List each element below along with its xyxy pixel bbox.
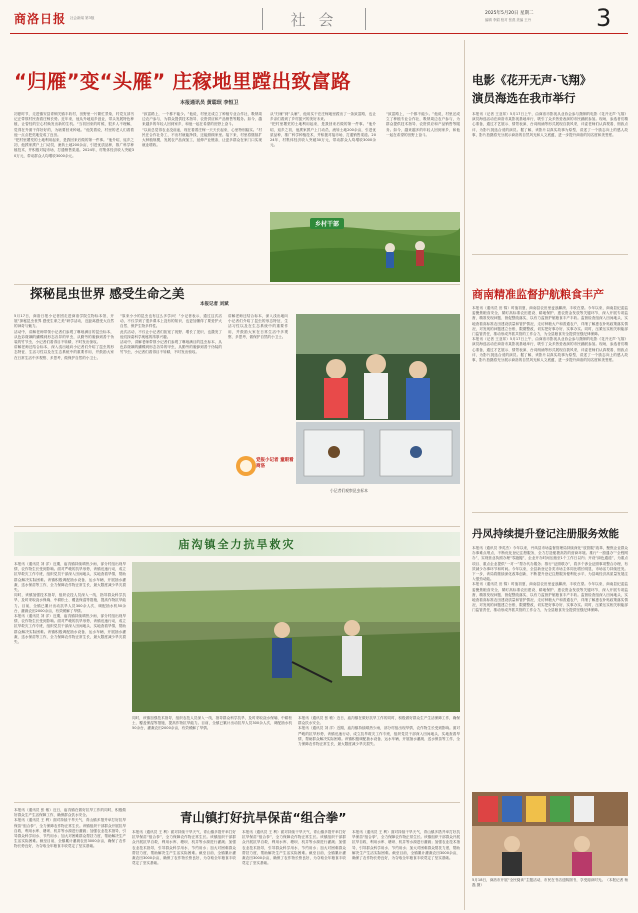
film-paragraph: 本报讯（记者 王亚邦）5月17日上午，由商洛市影视从业协会参与摄制的电影《花开无声·飞翔》演员海选活动在商洛市某影视基地举行，吸引了众多热爱表演的市民踊跃参加。现场，参选者们精心准备，通过才艺展示、情景表演、台词朗诵等形式展现自我风采，评委老师们认真观看、细致点评，为影片挑选合适的演员。据了解，该影片以真实故事为原型，讲述了一个励志向上的感人故事，影片拍摄将充分展示商洛的自然风光和人文底蕴，进一步提升商洛的知名度和美誉度。 (472, 112, 628, 137)
bookstore-photo-icon (472, 792, 628, 876)
qingshan-body-col2 (242, 830, 346, 908)
merchant-headline: 商南精准监督护航粮食丰产 (472, 288, 604, 301)
town-paragraph: 本报讯（通讯员 刘 洋）近期，庙沟镇持续晴热少雨，部分村组出现旱情，农作物生长受到影响。面对严峻的抗旱形势，该镇迅速行动，成立抗旱救灾工作专班，组织党员干部深入田间地头，实地查看旱情，帮助群众解决实际困难。该镇积极调配抽水设备、运水车辆，开展抽水灌溉、送水保苗等工作，全力保障农作物正常生长，最大限度减少旱灾损失。 (14, 562, 126, 593)
lead-paragraph: 从“归雁”到“头雁”，他用实干在庄稼地里蹚出了一条致富路，也让乡亲们看到了乡村振兴的美好未来。 (270, 112, 376, 122)
column-name: 社 会 (290, 10, 338, 29)
qingshan-body-col3 (352, 830, 460, 908)
qingshan-paragraph: 本报讯（通讯员 王 利）面对持续干旱天气，青山镇多措并举打好抗旱保苗“组合拳”，全力保障农作物正常生长。该镇组织干部群众开展抗旱自救，利用水库、塘坝、机井等水源进行灌溉；加强农业技术指导，引导群众科学用水、节约用水；加大对困难群众帮扶力度，帮助解决生产生活实际困难。截至目前，全镇累计灌溉农田3000余亩，确保了农作物长势良好，为夺取全年粮食丰收奠定了坚实基础。 (352, 830, 460, 861)
qingshan-paragraph: 本报讯（通讯员 王 利）面对持续干旱天气，青山镇多措并举打好抗旱保苗“组合拳”，全力保障农作物正常生长。该镇组织干部群众开展抗旱自救，利用水库、塘坝、机井等水源进行灌溉；加强农业技术指导，引导群众科学用水、节约用水；加大对困难群众帮扶力度，帮助解决生产生活实际困难。截至目前，全镇累计灌溉农田3000余亩，确保了农作物长势良好，为夺取全年粮食丰收奠定了坚实基础。 (242, 830, 346, 866)
town-photo (132, 562, 460, 712)
lead-body-col3 (270, 112, 376, 212)
insect-paragraph: 讲解老师还结合标本，深入浅出地向小记者们介绍了昆虫的形态特征、生活习性以及在生态系统中的重要作用，并鼓励大家在日常生活中多观察、多思考，做保护自然的小卫士。 (14, 345, 114, 360)
danfeng-paragraph: 本报讯（通讯员 田 锦）时值初夏，商南县农田里麦浪翻滚、丰收在望。今年以来，商南县纪委监委聚焦粮食安全，紧盯高标准农田建设、耕地保护、惠农资金发放等关键环节，深入开展专项监督，精准发现问题、督促整改落实，以有力监督护航粮食丰产丰收。监督检查组深入田间地头，实地查看高标准农田建设质量和管护情况，走访种粮大户和普通农户，详细了解惠农补贴政策落实情况，对发现的问题建立台账、限期整改，切实把好事办好、实事办实。同时，压紧压实相关职能部门监管责任，推动形成齐抓共管的工作合力，为全县粮食安全提供坚强纪律保障。 (472, 582, 628, 613)
insect-paragraph: 5月17日，商洛日报小记者团走进商洛学院生物标本馆，开展“探秘昆虫世界 感受生命之美”研学活动，近距离感受大自然的神奇与魅力。 (14, 314, 114, 329)
lead-paragraph: “致富路上，一个都不能少。”他说，村里还成立了种植专业合作社，吸纳周边农户参与，为群众提供技术指导、农资供应和产品销售等服务。如今，越来越多的年轻人回到家乡，和他一起在希望的田野上奋斗。 (386, 112, 460, 137)
film-headline-1: 电影《花开无声·飞翔》 (472, 73, 592, 87)
students-photo-icon (296, 314, 460, 420)
field-photo-icon (270, 212, 460, 282)
lead-body-col4 (386, 112, 460, 212)
masthead-column-frame (262, 8, 366, 30)
qingshan-body-col1 (132, 830, 236, 908)
insect-paragraph: 活动中，讲解老师带领小记者们参观了琳琅满目的昆虫标本，从色彩斑斓的蝴蝶到形态各异的甲虫，从勤劳的蜜蜂到善于伪装的竹节虫，小记者们看得目不转睛，不时发出惊叹。 (14, 329, 114, 345)
masthead (0, 0, 638, 34)
masthead-rule (10, 33, 628, 34)
kid-reporter-badge (232, 446, 292, 486)
lead-paragraph: “把村里撂荒的土地利用起来，是我回来后做的第一件事。”他介绍，返乡之初，他挨家挨户上门动员，流转土地200余亩，引进优质品种，推广科学种植技术，并积极对接市场，打通销售渠道。2024年，村集体经济收入突破30万元，带动群众人均增收3000余元。 (270, 122, 376, 148)
qingshan-paragraph: 本报讯（通讯员 王 利）面对持续干旱天气，青山镇多措并举打好抗旱保苗“组合拳”，全力保障农作物正常生长。该镇组织干部群众开展抗旱自救，利用水库、塘坝、机井等水源进行灌溉；加强农业技术指导，引导群众科学用水、节约用水；加大对困难群众帮扶力度，帮助解决生产生活实际困难。截至目前，全镇累计灌溉农田3000余亩，确保了农作物长势良好，为夺取全年粮食丰收奠定了坚实基础。 (14, 818, 126, 849)
insect-byline: 本报记者 刘斌 (200, 302, 229, 307)
town-paragraph: 同时，该镇加强技术指导，组织农技人员深入一线，指导群众科学抗旱，及时采取浇水保墒、中耕松土、覆盖保湿等措施，提高作物抗旱能力。目前，全镇已累计出动抗旱人员300余人次，调配抽水机50余台，灌溉农田2000余亩，有效缓解了旱情。 (14, 593, 126, 613)
town-paragraph: 本报讯（通讯员 张 敏）近日，庙沟镇在做好抗旱工作的同时，积极做好群众生产生活保障工作，确保群众饮水安全。 (298, 716, 460, 726)
irrigation-photo-icon (132, 562, 460, 712)
insect-photo-caption: 小记者们观察昆虫标本 (330, 488, 368, 493)
specimen-photo-icon (296, 422, 460, 484)
danfeng-photo-caption: 5月18日，商洛市开展“全民阅读”主题活动，市民在书店选购图书，享受阅读时光。（本报记者 杨 磊 摄） (472, 878, 628, 887)
insect-paragraph: 此次活动，不仅让小记者们拓宽了视野、增长了见识，也激发了他们探索科学奥秘的浓厚兴趣。 (120, 329, 222, 339)
section-rule-2 (14, 526, 460, 527)
qingshan-side-col (14, 808, 126, 908)
lead-photo (270, 212, 460, 282)
town-banner (14, 532, 460, 556)
lead-paragraph: “致富路上，一个都不能少。”他说，村里还成立了种植专业合作社，吸纳周边农户参与，为群众提供技术指导、农资供应和产品销售等服务。如今，越来越多的年轻人回到家乡，和他一起在希望的田野上奋斗。 (142, 112, 262, 127)
town-body-col2 (132, 716, 292, 800)
column-divider (464, 40, 465, 910)
insect-photo-2 (296, 422, 460, 484)
qingshan-headline: 青山镇打好抗旱保苗“组合拳” (180, 810, 347, 825)
town-paragraph: 同时，该镇加强技术指导，组织农技人员深入一线，指导群众科学抗旱，及时采取浇水保墒、中耕松土、覆盖保湿等措施，提高作物抗旱能力。目前，全镇已累计出动抗旱人员300余人次，调配抽水机50余台，灌溉农田2000余亩，有效缓解了旱情。 (132, 716, 292, 731)
insect-paragraph: 讲解老师还结合标本，深入浅出地向小记者们介绍了昆虫的形态特征、生活习性以及在生态系统中的重要作用，并鼓励大家在日常生活中多观察、多思考，做保护自然的小卫士。 (228, 314, 288, 339)
town-body-col3 (298, 716, 460, 800)
film-body (472, 112, 628, 254)
section-rule-3 (14, 802, 460, 803)
masthead-date: 2025年5月20日 星期二 (485, 11, 534, 16)
merchant-paragraph: 本报讯（通讯员 田 锦）时值初夏，商南县农田里麦浪翻滚、丰收在望。今年以来，商南县纪委监委聚焦粮食安全，紧盯高标准农田建设、耕地保护、惠农资金发放等关键环节，深入开展专项监督，精准发现问题、督促整改落实，以有力监督护航粮食丰产丰收。监督检查组深入田间地头，实地查看高标准农田建设质量和管护情况，走访种粮大户和普通农户，详细了解惠农补贴政策落实情况，对发现的问题建立台账、限期整改，切实把好事办好、实事办实。同时，压紧压实相关职能部门监管责任，推动形成齐抓共管的工作合力，为全县粮食安全提供坚强纪律保障。 (472, 306, 628, 337)
town-paragraph: 本报讯（通讯员 刘 洋）近期，庙沟镇持续晴热少雨，部分村组出现旱情，农作物生长受到影响。面对严峻的抗旱形势，该镇迅速行动，成立抗旱救灾工作专班，组织党员干部深入田间地头，实地查看旱情，帮助群众解决实际困难。该镇积极调配抽水设备、运水车辆，开展抽水灌溉、送水保苗等工作，全力保障农作物正常生长，最大限度减少旱灾损失。 (298, 726, 460, 747)
masthead-page-line: 社会新闻 第3版 (70, 16, 95, 20)
danfeng-photo (472, 792, 628, 876)
badge-text: 乡村干部 (315, 221, 340, 228)
lead-headline: “归雁”变“头雁” 庄稼地里蹚出致富路 (14, 70, 351, 93)
insect-body-col2 (120, 314, 222, 524)
insect-photo (296, 314, 460, 420)
town-banner-title: 庙沟镇全力抗旱救灾 (178, 538, 296, 551)
masthead-edition: 编辑 李娟 校对 张燕 美编 王丹 (485, 18, 532, 22)
insect-body-col3 (228, 314, 288, 444)
lead-paragraph: 初夏时节，走进镇安县青铜关镇丰收村，田野里一片繁忙景象，村党支部书记正带领村民查看庄稼长势。近年来，他从外地返乡创业，带头发展特色种植，让曾经的空心村焕发出新的生机。“当初回来的时候，很多人不理解，觉得在外面干得好好的，为啥要回来种地。”他笑着说，村里的老人们看着他一点点把荒地变成了良田。 (14, 112, 134, 137)
merchant-paragraph: 本报讯（记者 王亚邦）5月17日上午，由商洛市影视从业协会参与摄制的电影《花开无声·飞翔》演员海选活动在商洛市某影视基地举行，吸引了众多热爱表演的市民踊跃参加。现场，参选者们精心准备，通过才艺展示、情景表演、台词朗诵等形式展现自我风采，评委老师们认真观看、细致点评，为影片挑选合适的演员。据了解，该影片以真实故事为原型，讲述了一个励志向上的感人故事，影片拍摄将充分展示商洛的自然风光和人文底蕴，进一步提升商洛的知名度和美誉度。 (472, 337, 628, 363)
right-rule-1 (472, 254, 628, 255)
right-rule-2 (472, 512, 628, 513)
danfeng-headline: 丹凤持续提升登记注册服务效能 (472, 528, 619, 540)
town-body-col1 (14, 562, 126, 798)
lead-paragraph: “以前总觉得农业没前途，现在看着庄稼一天天长起来，心里特别踏实。”村民在合作社务工，不出村就能挣钱，还能照顾家里。接下来，村里将继续扩大种植规模，发展农产品深加工，延伸产业链条，让更多群众在家门口实现就业增收。 (142, 127, 262, 148)
village-cadre-badge (310, 218, 344, 229)
qingshan-paragraph: 本报讯（通讯员 王 利）面对持续干旱天气，青山镇多措并举打好抗旱保苗“组合拳”，全力保障农作物正常生长。该镇组织干部群众开展抗旱自救，利用水库、塘坝、机井等水源进行灌溉；加强农业技术指导，引导群众科学用水、节约用水；加大对困难群众帮扶力度，帮助解决生产生活实际困难。截至目前，全镇累计灌溉农田3000余亩，确保了农作物长势良好，为夺取全年粮食丰收奠定了坚实基础。 (132, 830, 236, 866)
insect-paragraph: “原来小小的昆虫也有这么多学问！”小记者表示，通过这次活动，不仅学到了很多课本上没有的知识，也更加懂得了要爱护大自然、保护生物多样性。 (120, 314, 222, 329)
lead-body-col2 (142, 112, 262, 276)
lead-body-col1 (14, 112, 134, 276)
qingshan-paragraph: 本报讯（通讯员 张 敏）近日，庙沟镇在做好抗旱工作的同时，积极做好群众生产生活保障工作，确保群众饮水安全。 (14, 808, 126, 818)
lead-paragraph: “把村里撂荒的土地利用起来，是我回来后做的第一件事。”他介绍，返乡之初，他挨家挨户上门动员，流转土地200余亩，引进优质品种，推广科学种植技术，并积极对接市场，打通销售渠道。2024年，村集体经济收入突破30万元，带动群众人均增收3000余元。 (14, 138, 134, 158)
insect-headline: 探秘昆虫世界 感受生命之美 (30, 286, 185, 301)
masthead-logo: 商洛日报 (14, 12, 67, 26)
insect-paragraph: 活动中，讲解老师带领小记者们参观了琳琅满目的昆虫标本，从色彩斑斓的蝴蝶到形态各异的甲虫，从勤劳的蜜蜂到善于伪装的竹节虫，小记者们看得目不转睛，不时发出惊叹。 (120, 340, 222, 355)
insect-body-col1 (14, 314, 114, 524)
town-paragraph: 本报讯（通讯员 刘 洋）近期，庙沟镇持续晴热少雨，部分村组出现旱情，农作物生长受到影响。面对严峻的抗旱形势，该镇迅速行动，成立抗旱救灾工作专班，组织党员干部深入田间地头，实地查看旱情，帮助群众解决实际困难。该镇积极调配抽水设备、运水车辆，开展抽水灌溉、送水保苗等工作，全力保障农作物正常生长，最大限度减少旱灾损失。 (14, 614, 126, 645)
merchant-body (472, 306, 628, 502)
kid-reporter-badge-text: 党报小记者 童眼看商洛 (256, 458, 294, 469)
page-number: 3 (596, 4, 612, 32)
lead-byline: 本报通讯员 黄聪珉 李恒卫 (180, 100, 239, 106)
danfeng-paragraph: 本报讯（通讯员 李英杰）今年以来，丹凤县市场监督管理局持续深化“放管服”改革，聚焦企业群众办事难点堵点，不断优化登记注册服务，全力打造便捷高效的营商环境。推行“一窗通办”“全程网办”，实现营业执照办理“零跑腿”，企业开办时间压缩至1个工作日以内；开设“绿色通道”，为重点项目、重点企业提供“一对一”帮办代办服务；推行“证照联办”，将多个涉企证照事项整合办理，有效减少办事环节和时间。今年以来，全县新登记各类市场主体同比增长明显，市场活力持续迸发。下一步，该局将继续深化改革创新，不断提升登记注册服务便利化水平，为县域经济高质量发展注入强劲动能。 (472, 546, 628, 582)
danfeng-body (472, 546, 628, 786)
film-headline-2: 演员海选在我市举行 (472, 91, 576, 105)
